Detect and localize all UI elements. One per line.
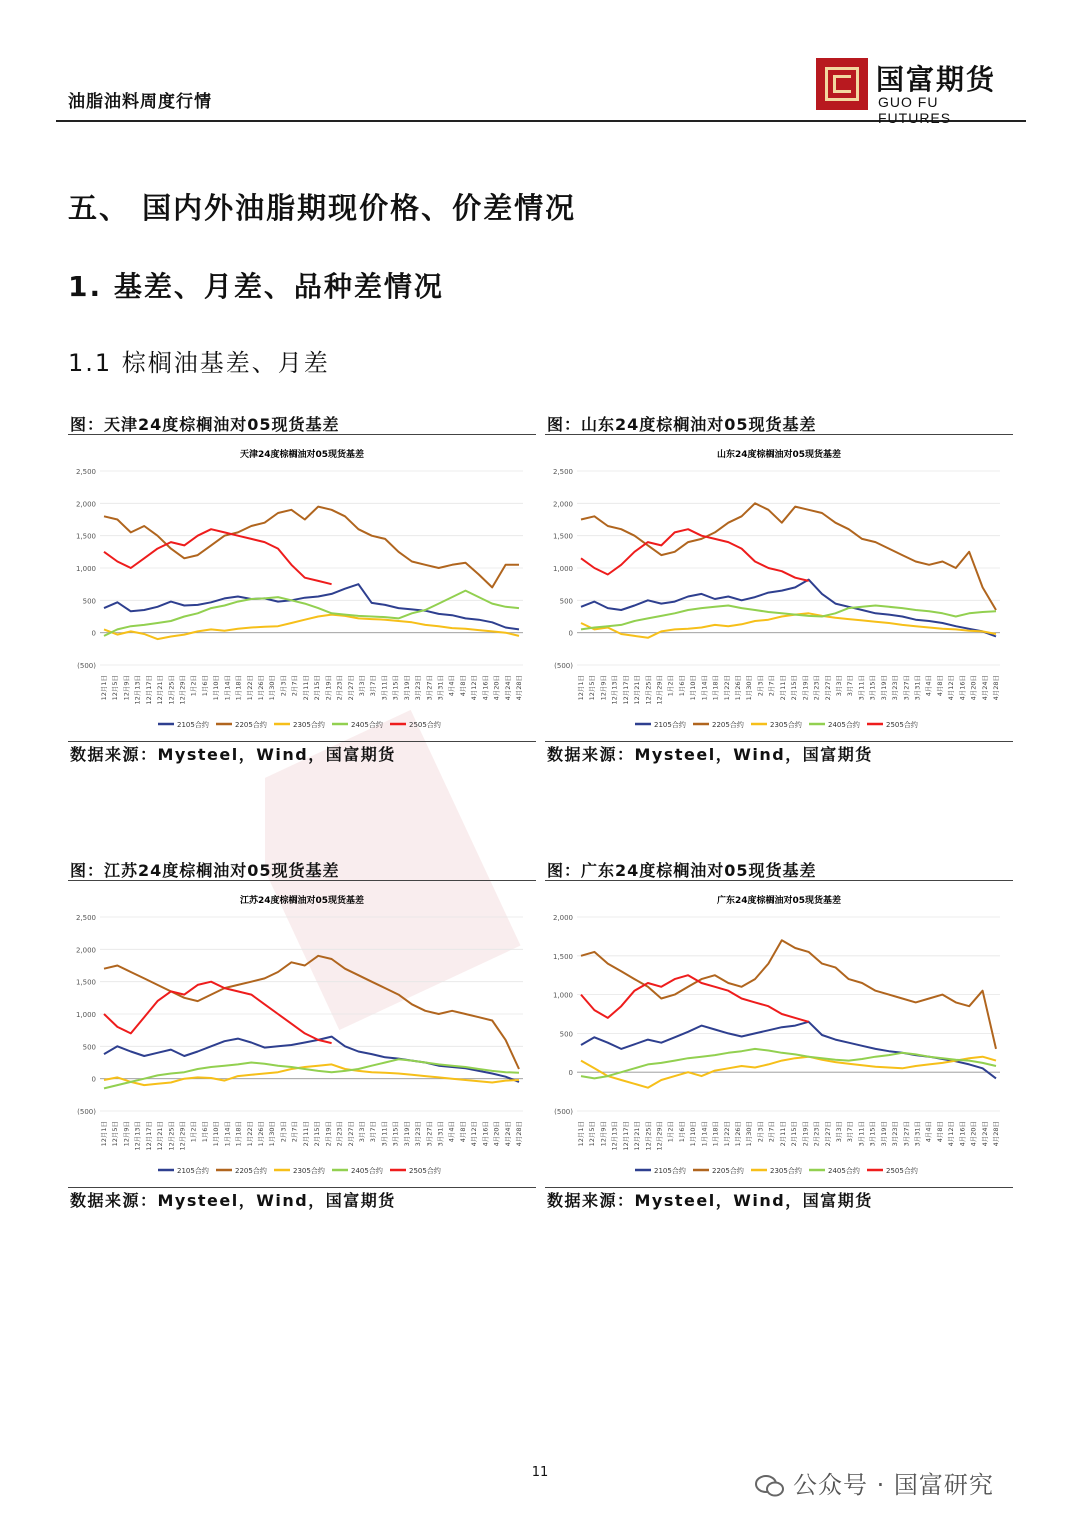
x-tick-label: 12月1日: [577, 1121, 585, 1147]
chart-svg: [68, 881, 536, 1187]
wechat-watermark: [755, 1465, 994, 1500]
x-tick-label: 2月27日: [346, 1121, 355, 1147]
x-tick-label: 12月17日: [621, 675, 630, 705]
x-tick-label: 12月29日: [178, 1121, 187, 1151]
series-line: [104, 529, 332, 584]
legend-label: 2105合约: [177, 721, 209, 729]
legend-label: 2305合约: [293, 1167, 325, 1175]
x-tick-label: 4月28日: [992, 675, 1000, 701]
figure-source: 数据来源：Mysteel，Wind，国富期货: [68, 1187, 536, 1214]
y-tick-label: 500: [82, 597, 96, 606]
y-tick-label: 1,500: [75, 978, 96, 987]
x-tick-label: 2月11日: [301, 675, 310, 701]
x-tick-label: 3月31日: [913, 1121, 922, 1147]
x-tick-label: 4月16日: [481, 1121, 490, 1147]
report-title: 油脂油料周度行情: [68, 92, 212, 112]
x-tick-label: 1月14日: [700, 1121, 709, 1147]
legend-label: 2405合约: [828, 721, 860, 729]
x-tick-label: 4月4日: [924, 1121, 933, 1143]
x-tick-label: 4月16日: [958, 675, 967, 701]
x-tick-label: 1月22日: [722, 1121, 731, 1147]
x-tick-label: 1月10日: [212, 1121, 221, 1147]
x-tick-label: 2月15日: [313, 1121, 322, 1147]
x-tick-label: 3月23日: [891, 675, 900, 701]
x-tick-label: 4月4日: [447, 675, 456, 697]
x-tick-label: 4月16日: [481, 675, 490, 701]
figure-tianjin: [68, 412, 536, 768]
figure-source: 数据来源：Mysteel，Wind，国富期货: [545, 1187, 1013, 1214]
x-tick-label: 2月27日: [823, 675, 832, 701]
x-tick-label: 3月11日: [857, 1121, 866, 1147]
x-tick-label: 12月13日: [133, 675, 142, 705]
x-tick-label: 4月28日: [515, 1121, 523, 1147]
x-tick-label: 12月13日: [610, 675, 619, 705]
y-tick-label: 2,000: [75, 946, 96, 955]
y-tick-label: 500: [559, 1030, 573, 1039]
subsection-heading: 1. 基差、月差、品种差情况: [68, 270, 444, 303]
x-tick-label: 4月12日: [947, 1121, 956, 1147]
x-tick-label: 12月29日: [655, 1121, 664, 1151]
x-tick-label: 2月3日: [756, 1121, 765, 1143]
x-tick-label: 1月18日: [711, 675, 720, 701]
x-tick-label: 1月10日: [689, 675, 698, 701]
x-tick-label: 1月10日: [689, 1121, 698, 1147]
x-tick-label: 3月3日: [834, 1121, 843, 1143]
x-tick-label: 12月1日: [100, 675, 108, 701]
x-tick-label: 4月20日: [492, 675, 501, 701]
y-tick-label: 1,000: [75, 565, 96, 573]
y-tick-label: 2,000: [552, 500, 573, 509]
series-line: [581, 606, 996, 630]
page-header: [56, 50, 1026, 126]
series-line: [104, 507, 519, 588]
legend-label: 2205合约: [235, 721, 267, 729]
x-tick-label: 4月24日: [980, 675, 989, 701]
figure-caption: 图：天津24度棕榈油对05现货基差: [68, 412, 536, 435]
legend-label: 2305合约: [770, 721, 802, 729]
chart-title: 山东24度棕榈油对05现货基差: [716, 450, 842, 460]
x-tick-label: 1月26日: [734, 1121, 743, 1147]
x-tick-label: 1月18日: [234, 675, 243, 701]
x-tick-label: 1月30日: [745, 675, 754, 701]
x-tick-label: 12月13日: [610, 1121, 619, 1151]
x-tick-label: 12月13日: [133, 1121, 142, 1151]
logo-text-cn: 国富期货: [876, 63, 997, 96]
chart-svg: [545, 881, 1013, 1187]
x-tick-label: 12月21日: [156, 1121, 165, 1151]
x-tick-label: 1月10日: [212, 675, 221, 701]
logo-text-en: GUO FU FUTURES: [878, 94, 952, 126]
x-tick-label: 2月27日: [346, 675, 355, 701]
x-tick-label: 3月15日: [391, 675, 400, 701]
x-tick-label: 12月17日: [144, 675, 153, 705]
figure-shandong: [545, 412, 1013, 768]
x-tick-label: 12月29日: [655, 675, 664, 705]
series-line: [104, 615, 519, 640]
y-tick-label: (500): [554, 1108, 573, 1116]
x-tick-label: 2月15日: [313, 675, 322, 701]
figure-jiangsu: [68, 858, 536, 1214]
series-line: [104, 1059, 519, 1088]
x-tick-label: 4月24日: [503, 675, 512, 701]
x-tick-label: 3月3日: [357, 675, 366, 697]
x-tick-label: 3月7日: [846, 1121, 855, 1143]
figure-source: 数据来源：Mysteel，Wind，国富期货: [545, 741, 1013, 768]
legend-label: 2405合约: [351, 721, 383, 729]
y-tick-label: 500: [82, 1043, 96, 1052]
chart-title: 江苏24度棕榈油对05现货基差: [239, 896, 365, 906]
x-tick-label: 12月5日: [111, 1121, 120, 1147]
x-tick-label: 3月31日: [436, 1121, 445, 1147]
x-tick-label: 1月6日: [677, 675, 686, 697]
figure-caption: 图：江苏24度棕榈油对05现货基差: [68, 858, 536, 881]
chart-jiangsu: [68, 881, 536, 1187]
x-tick-label: 1月2日: [666, 1121, 675, 1143]
y-tick-label: 2,000: [75, 500, 96, 509]
x-tick-label: 12月25日: [644, 675, 653, 705]
x-tick-label: 1月6日: [200, 1121, 209, 1143]
x-tick-label: 12月21日: [156, 675, 165, 705]
figure-caption: 图：山东24度棕榈油对05现货基差: [545, 412, 1013, 435]
x-tick-label: 3月23日: [891, 1121, 900, 1147]
x-tick-label: 1月30日: [745, 1121, 754, 1147]
x-tick-label: 4月20日: [969, 1121, 978, 1147]
x-tick-label: 1月22日: [722, 675, 731, 701]
y-tick-label: 0: [91, 629, 96, 638]
chart-svg: [68, 435, 536, 741]
x-tick-label: 1月2日: [189, 675, 198, 697]
x-tick-label: 4月20日: [969, 675, 978, 701]
legend-label: 2105合约: [177, 1167, 209, 1175]
x-tick-label: 12月9日: [599, 1121, 608, 1147]
x-tick-label: 1月22日: [245, 675, 254, 701]
x-tick-label: 12月25日: [167, 675, 176, 705]
x-tick-label: 4月12日: [470, 1121, 479, 1147]
y-tick-label: 2,500: [552, 468, 573, 476]
chart-title: 广东24度棕榈油对05现货基差: [716, 896, 842, 906]
x-tick-label: 3月11日: [380, 675, 389, 701]
x-tick-label: 2月7日: [290, 1121, 299, 1143]
x-tick-label: 12月29日: [178, 675, 187, 705]
x-tick-label: 3月15日: [868, 675, 877, 701]
series-line: [581, 1022, 996, 1079]
legend-label: 2405合约: [351, 1167, 383, 1175]
x-tick-label: 2月19日: [801, 675, 810, 701]
x-tick-label: 4月4日: [447, 1121, 456, 1143]
x-tick-label: 3月31日: [913, 675, 922, 701]
x-tick-label: 2月19日: [324, 1121, 333, 1147]
x-tick-label: 12月1日: [100, 1121, 108, 1147]
x-tick-label: 4月28日: [992, 1121, 1000, 1147]
legend-label: 2405合约: [828, 1167, 860, 1175]
x-tick-label: 12月9日: [599, 675, 608, 701]
series-line: [104, 956, 519, 1069]
x-tick-label: 4月28日: [515, 675, 523, 701]
x-tick-label: 1月18日: [711, 1121, 720, 1147]
x-tick-label: 2月11日: [301, 1121, 310, 1147]
x-tick-label: 12月25日: [644, 1121, 653, 1151]
x-tick-label: 1月2日: [666, 675, 675, 697]
x-tick-label: 12月25日: [167, 1121, 176, 1151]
legend-label: 2105合约: [654, 721, 686, 729]
legend-label: 2505合约: [409, 1167, 441, 1175]
series-line: [581, 503, 996, 610]
x-tick-label: 2月7日: [767, 675, 776, 697]
x-tick-label: 4月8日: [458, 675, 467, 697]
y-tick-label: 0: [91, 1075, 96, 1084]
chart-guangdong: [545, 881, 1013, 1187]
x-tick-label: 4月8日: [935, 1121, 944, 1143]
x-tick-label: 2月15日: [790, 1121, 799, 1147]
chart-tianjin: [68, 435, 536, 741]
logo-mark-icon: [816, 58, 868, 110]
y-tick-label: 2,500: [75, 914, 96, 922]
x-tick-label: 2月3日: [279, 1121, 288, 1143]
x-tick-label: 2月7日: [767, 1121, 776, 1143]
y-tick-label: (500): [77, 662, 96, 670]
x-tick-label: 3月31日: [436, 675, 445, 701]
x-tick-label: 12月1日: [577, 675, 585, 701]
x-tick-label: 3月3日: [834, 675, 843, 697]
figure-guangdong: [545, 858, 1013, 1214]
x-tick-label: 1月26日: [257, 1121, 266, 1147]
y-tick-label: 1,500: [552, 952, 573, 961]
y-tick-label: 0: [568, 1069, 573, 1078]
x-tick-label: 12月21日: [633, 675, 642, 705]
x-tick-label: 3月19日: [879, 675, 888, 701]
x-tick-label: 1月6日: [200, 675, 209, 697]
legend-label: 2505合约: [886, 721, 918, 729]
x-tick-label: 3月11日: [380, 1121, 389, 1147]
x-tick-label: 1月30日: [268, 675, 277, 701]
y-tick-label: 1,500: [552, 532, 573, 541]
x-tick-label: 2月7日: [290, 675, 299, 697]
x-tick-label: 1月14日: [700, 675, 709, 701]
wechat-icon: [755, 1473, 785, 1499]
x-tick-label: 2月23日: [812, 675, 821, 701]
y-tick-label: 1,000: [552, 991, 573, 1000]
x-tick-label: 2月15日: [790, 675, 799, 701]
x-tick-label: 1月14日: [223, 675, 232, 701]
y-tick-label: 0: [568, 629, 573, 638]
x-tick-label: 12月5日: [588, 1121, 597, 1147]
x-tick-label: 12月17日: [144, 1121, 153, 1151]
x-tick-label: 4月16日: [958, 1121, 967, 1147]
chart-shandong: [545, 435, 1013, 741]
x-tick-label: 1月22日: [245, 1121, 254, 1147]
x-tick-label: 2月3日: [756, 675, 765, 697]
x-tick-label: 12月5日: [111, 675, 120, 701]
legend-label: 2205合约: [235, 1167, 267, 1175]
section-heading: 五、 国内外油脂期现价格、价差情况: [68, 191, 577, 225]
page-number: 11: [531, 1465, 549, 1480]
x-tick-label: 3月3日: [357, 1121, 366, 1143]
x-tick-label: 2月11日: [778, 675, 787, 701]
x-tick-label: 2月11日: [778, 1121, 787, 1147]
chart-title: 天津24度棕榈油对05现货基差: [239, 450, 365, 460]
y-tick-label: 1,000: [552, 565, 573, 573]
y-tick-label: 500: [559, 597, 573, 606]
x-tick-label: 1月14日: [223, 1121, 232, 1147]
series-line: [581, 613, 996, 638]
legend-label: 2505合约: [886, 1167, 918, 1175]
x-tick-label: 3月27日: [902, 675, 911, 701]
x-tick-label: 12月5日: [588, 675, 597, 701]
figure-source: 数据来源：Mysteel，Wind，国富期货: [68, 741, 536, 768]
x-tick-label: 4月12日: [470, 675, 479, 701]
watermark-text: 公众号 · 国富研究: [793, 1471, 994, 1499]
x-tick-label: 4月12日: [947, 675, 956, 701]
y-tick-label: 2,000: [552, 914, 573, 922]
x-tick-label: 4月20日: [492, 1121, 501, 1147]
x-tick-label: 3月7日: [846, 675, 855, 697]
x-tick-label: 3月19日: [402, 1121, 411, 1147]
x-tick-label: 12月21日: [633, 1121, 642, 1151]
x-tick-label: 1月30日: [268, 1121, 277, 1147]
x-tick-label: 2月23日: [812, 1121, 821, 1147]
x-tick-label: 12月9日: [122, 1121, 131, 1147]
legend-label: 2205合约: [712, 1167, 744, 1175]
x-tick-label: 3月27日: [425, 1121, 434, 1147]
x-tick-label: 3月19日: [879, 1121, 888, 1147]
x-tick-label: 1月26日: [734, 675, 743, 701]
x-tick-label: 2月3日: [279, 675, 288, 697]
legend-label: 2205合约: [712, 721, 744, 729]
y-tick-label: (500): [554, 662, 573, 670]
y-tick-label: (500): [77, 1108, 96, 1116]
x-tick-label: 12月9日: [122, 675, 131, 701]
legend-label: 2305合约: [770, 1167, 802, 1175]
x-tick-label: 3月7日: [369, 1121, 378, 1143]
x-tick-label: 4月8日: [935, 675, 944, 697]
x-tick-label: 2月23日: [335, 1121, 344, 1147]
x-tick-label: 4月24日: [980, 1121, 989, 1147]
legend-label: 2305合约: [293, 721, 325, 729]
x-tick-label: 3月27日: [902, 1121, 911, 1147]
company-logo: [816, 58, 1016, 126]
x-tick-label: 3月23日: [414, 1121, 423, 1147]
x-tick-label: 4月24日: [503, 1121, 512, 1147]
x-tick-label: 2月19日: [801, 1121, 810, 1147]
x-tick-label: 3月19日: [402, 675, 411, 701]
figure-caption: 图：广东24度棕榈油对05现货基差: [545, 858, 1013, 881]
y-tick-label: 1,000: [75, 1011, 96, 1019]
y-tick-label: 1,500: [75, 532, 96, 541]
legend-label: 2505合约: [409, 721, 441, 729]
x-tick-label: 12月17日: [621, 1121, 630, 1151]
x-tick-label: 1月26日: [257, 675, 266, 701]
series-line: [581, 529, 809, 581]
x-tick-label: 2月19日: [324, 675, 333, 701]
chart-svg: [545, 435, 1013, 741]
x-tick-label: 3月15日: [391, 1121, 400, 1147]
x-tick-label: 4月4日: [924, 675, 933, 697]
x-tick-label: 1月18日: [234, 1121, 243, 1147]
x-tick-label: 3月7日: [369, 675, 378, 697]
y-tick-label: 2,500: [75, 468, 96, 476]
x-tick-label: 3月23日: [414, 675, 423, 701]
x-tick-label: 3月15日: [868, 1121, 877, 1147]
legend-label: 2105合约: [654, 1167, 686, 1175]
x-tick-label: 2月27日: [823, 1121, 832, 1147]
x-tick-label: 3月11日: [857, 675, 866, 701]
x-tick-label: 4月8日: [458, 1121, 467, 1143]
subsubsection-heading: 1.1 棕榈油基差、月差: [68, 349, 330, 377]
x-tick-label: 2月23日: [335, 675, 344, 701]
x-tick-label: 3月27日: [425, 675, 434, 701]
x-tick-label: 1月6日: [677, 1121, 686, 1143]
x-tick-label: 1月2日: [189, 1121, 198, 1143]
